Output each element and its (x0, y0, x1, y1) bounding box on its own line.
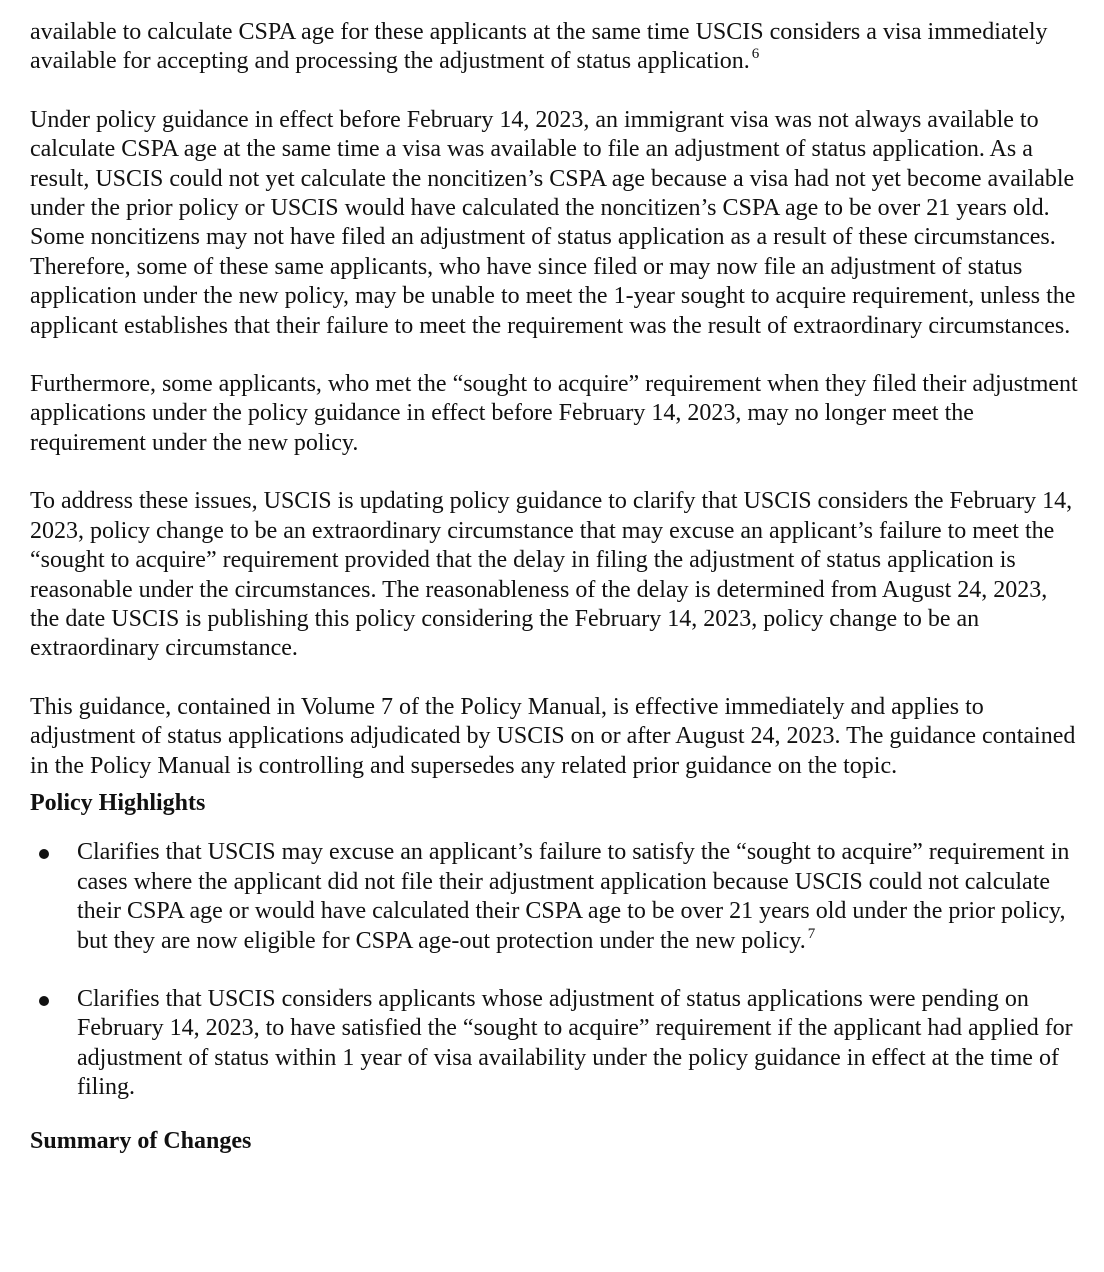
paragraph-address-issues: To address these issues, USCIS is updating policy guidance to clarify that USCIS considers the February 14, 2023, policy change to be an extraordinary circumstance that may excuse an applicant’s failure to meet the “sought to acquire” requirement provided that the delay in filing the adjustment of status application is reasonable under the circumstances. The reasonableness of the delay is determined from August 24, 2023, the date USCIS is publishing this policy considering the February 14, 2023, policy change to be an extraordinary circumstance. (30, 488, 1073, 662)
paragraph-furthermore: Furthermore, some applicants, who met the “sought to acquire” requirement when they filed their adjustment applications under the policy guidance in effect before February 14, 2023, may no longer meet the requirement under the new policy. (30, 371, 1078, 456)
policy-highlights-list (30, 838, 1080, 1102)
paragraph-cspa-availability (30, 18, 1080, 77)
paragraph-text: available to calculate CSPA age for these applicants at the same time USCIS considers a visa immediately available for accepting and processing the adjustment of status application. (30, 19, 1048, 75)
list-item-text: Clarifies that USCIS may excuse an applicant’s failure to satisfy the “sought to acquire” requirement in cases where the applicant did not file their adjustment application because USCIS could not calculate their CSPA age or would have calculated their CSPA age to be over 21 years old under the prior policy, but they are now eligible for CSPA age-out protection under the new policy. (77, 839, 1070, 954)
list-item (30, 838, 1080, 956)
list-item (30, 985, 1080, 1103)
policy-highlights-heading: Policy Highlights (30, 789, 206, 816)
footnote-reference[interactable]: 7 (807, 925, 816, 942)
summary-of-changes-heading: Summary of Changes (30, 1127, 252, 1154)
bullet-icon (39, 849, 49, 859)
paragraph-guidance-effective: This guidance, contained in Volume 7 of the Policy Manual, is effective immediately and applies to adjustment of status applications adjudicated by USCIS on or after August 24, 2023. The guidance contained in the Policy Manual is controlling and supersedes any related prior guidance on the topic. (30, 693, 1076, 779)
bullet-icon (39, 996, 49, 1006)
list-item-text: Clarifies that USCIS considers applicants whose adjustment of status applications were pending on February 14, 2023, to have satisfied the “sought to acquire” requirement if the applicant had applied for adjustment of status within 1 year of visa availability under the policy guidance in effect at the time of filing. (77, 985, 1073, 1101)
paragraph-prior-policy: Under policy guidance in effect before February 14, 2023, an immigrant visa was not always available to calculate CSPA age at the same time a visa was available to file an adjustment of status application. As a result, USCIS could not yet calculate the noncitizen’s CSPA age because a visa had not yet become available under the prior policy or USCIS would have calculated the noncitizen’s CSPA age to be over 21 years old. Some noncitizens may not have filed an adjustment of status application as a result of these circumstances. Therefore, some of these same applicants, who have since filed or may now file an adjustment of status application under the new policy, may be unable to meet the 1-year sought to acquire requirement, unless the applicant establishes that their failure to meet the requirement was the result of extraordinary circumstances. (30, 106, 1076, 339)
document-page (30, 18, 1080, 1156)
footnote-reference[interactable]: 6 (751, 46, 760, 63)
